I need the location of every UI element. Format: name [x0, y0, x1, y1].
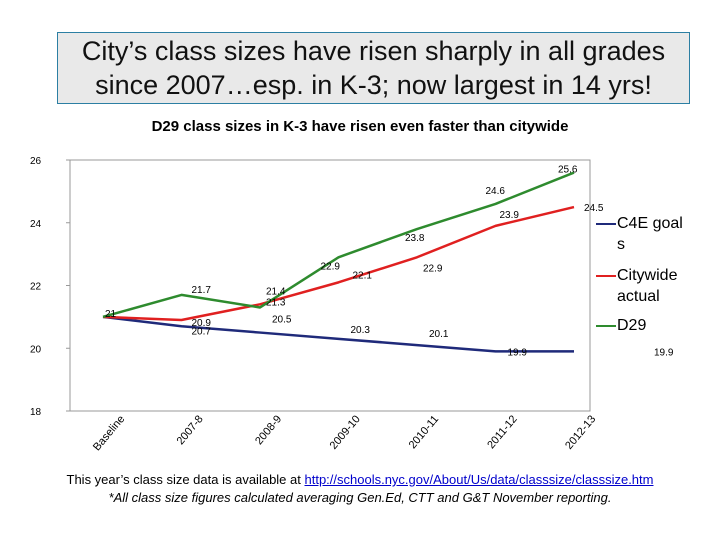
- calculation-footnote: *All class size figures calculated averaging Gen.Ed, CTT and G&T November reporting.: [108, 490, 612, 505]
- y-tick-label: 26: [30, 156, 42, 167]
- legend-label-c4e-goals: C4E goals: [617, 215, 683, 253]
- legend-swatch-d29: [596, 325, 616, 327]
- data-label: 20.3: [350, 324, 370, 336]
- data-label: 25.6: [558, 164, 578, 176]
- x-tick-label: 2012-13: [563, 413, 599, 452]
- x-tick-label: 2007-8: [174, 413, 206, 448]
- data-source-note: [0, 472, 720, 487]
- data-label: 23.9: [499, 209, 519, 221]
- data-label: 21.4: [266, 286, 286, 298]
- y-tick-label: 24: [30, 218, 42, 230]
- data-label: 22.1: [352, 270, 372, 282]
- x-tick-label: 2011-12: [485, 413, 520, 452]
- legend-item-c4e-goals: [596, 213, 683, 255]
- data-source-link[interactable]: http://schools.nyc.gov/About/Us/data/classsize/classsize.htm: [304, 472, 654, 487]
- x-tick-label: 2010-11: [406, 413, 442, 452]
- legend-label-citywide-actual: Citywide actual: [617, 267, 678, 305]
- legend-item-citywide-actual: [596, 265, 683, 307]
- x-tick-label: Baseline: [90, 413, 128, 454]
- x-tick-label: 2008-9: [253, 413, 285, 448]
- y-tick-label: 20: [30, 344, 42, 356]
- data-label: 20.7: [191, 326, 211, 338]
- data-label: 23.8: [405, 233, 425, 245]
- slide-title-line-1: City’s class sizes have risen sharply in all grades: [81, 36, 666, 66]
- data-label: 20.1: [429, 329, 449, 341]
- legend-label-d29: D29: [617, 317, 647, 334]
- y-tick-label: 18: [30, 407, 42, 418]
- data-label: 20.9: [191, 318, 211, 330]
- data-label: 24.5: [584, 203, 604, 215]
- data-label: 22.9: [320, 261, 340, 273]
- data-label: 21: [105, 308, 117, 320]
- chart-title: D29 class sizes in K-3 have risen even faster than citywide: [151, 118, 569, 135]
- x-tick-label: 2009-10: [327, 413, 363, 452]
- data-label: 21.3: [266, 297, 286, 309]
- data-label: 24.6: [485, 185, 505, 197]
- data-label: 20.5: [272, 314, 292, 326]
- data-label: 21.7: [191, 284, 211, 296]
- legend-item-d29: [596, 315, 683, 336]
- legend-swatch-citywide-actual: [596, 275, 616, 277]
- legend-swatch-c4e-goals: [596, 223, 616, 225]
- data-label: 22.9: [423, 263, 443, 275]
- data-label: 19.9: [507, 347, 527, 359]
- data-label: 19.9: [654, 347, 674, 359]
- data-source-text: This year’s class size data is available at: [66, 472, 305, 487]
- y-tick-label: 22: [30, 281, 42, 293]
- slide-title-line-2: since 2007…esp. in K-3; now largest in 14 yrs!: [95, 70, 652, 100]
